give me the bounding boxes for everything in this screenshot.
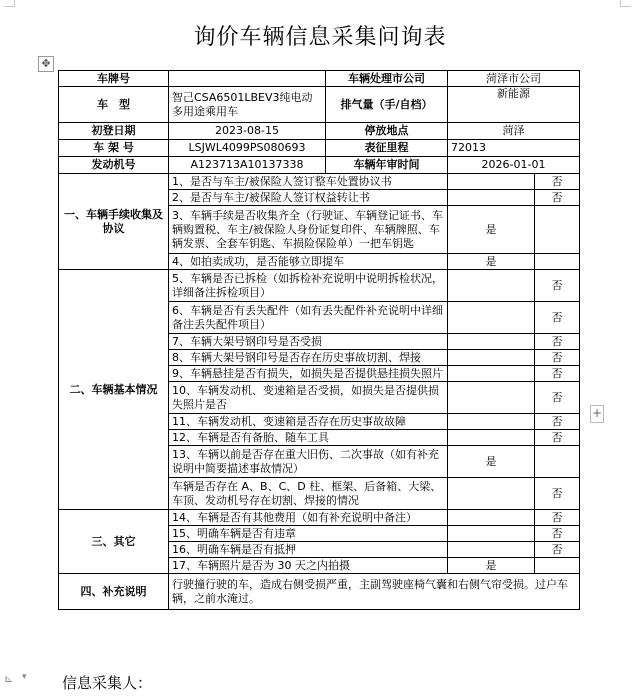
question-text: 10、车辆发动机、变速箱是否受损，如损失是否提供损失照片是否 bbox=[169, 382, 448, 414]
first-registration-value[interactable]: 2023-08-15 bbox=[169, 123, 326, 140]
table-row bbox=[59, 510, 580, 526]
collector-label: 信息采集人： bbox=[62, 674, 153, 692]
plate-value[interactable] bbox=[169, 71, 326, 87]
answer-yes[interactable]: 是 bbox=[448, 446, 535, 478]
question-text: 8、车辆大架号钢印号是否存在历史事故切割、焊接 bbox=[169, 350, 448, 366]
document-top-edge bbox=[0, 0, 640, 8]
question-text: 16、明确车辆是否有抵押 bbox=[169, 542, 448, 558]
answer-yes[interactable] bbox=[448, 270, 535, 302]
model-label: 车 型 bbox=[59, 87, 169, 123]
answer-yes[interactable] bbox=[448, 526, 535, 542]
mileage-value[interactable]: 72013 bbox=[448, 140, 580, 157]
table-row bbox=[59, 157, 580, 174]
section-basic-label: 二、车辆基本情况 bbox=[59, 270, 169, 510]
table-row bbox=[59, 87, 580, 123]
displacement-label: 排气量（手/自档） bbox=[326, 87, 448, 123]
table-row bbox=[59, 140, 580, 157]
parking-location-label: 停放地点 bbox=[326, 123, 448, 140]
inspection-date-value[interactable]: 2026-01-01 bbox=[448, 157, 580, 174]
question-text: 14、车辆是否有其他费用（如有补充说明中备注） bbox=[169, 510, 448, 526]
question-text: 9、车辆悬挂是否有损失，如损失是否提供悬挂损失照片 bbox=[169, 366, 448, 382]
answer-no[interactable]: 否 bbox=[535, 190, 580, 206]
answer-no[interactable]: 否 bbox=[535, 542, 580, 558]
displacement-value[interactable]: 新能源 bbox=[448, 87, 580, 123]
answer-yes[interactable]: 是 bbox=[448, 558, 535, 574]
answer-yes[interactable] bbox=[448, 366, 535, 382]
question-text: 5、车辆是否已拆检（如拆检补充说明中说明拆检状况，详细备注拆检项目） bbox=[169, 270, 448, 302]
answer-no[interactable] bbox=[535, 206, 580, 254]
question-text: 4、如拍卖成功，是否能够立即提车 bbox=[169, 254, 448, 270]
disposal-company-value[interactable]: 菏泽市公司 bbox=[448, 71, 580, 87]
answer-yes[interactable] bbox=[448, 350, 535, 366]
answer-yes[interactable] bbox=[448, 542, 535, 558]
question-text: 车辆是否存在 A、B、C、D 柱、框架、后备箱、大梁、车顶、发动机号存在切割、焊接的情况 bbox=[169, 478, 448, 510]
first-registration-label: 初登日期 bbox=[59, 123, 169, 140]
question-text: 6、车辆是否有丢失配件（如有丢失配件补充说明中详细备注丢失配件项目） bbox=[169, 302, 448, 334]
crop-mark bbox=[620, 0, 631, 7]
corner-marker-icon: ⊾ bbox=[4, 672, 14, 685]
question-text: 13、车辆以前是否存在重大旧伤、二次事故（如有补充说明中简要描述事故情况） bbox=[169, 446, 448, 478]
crop-mark bbox=[4, 0, 15, 7]
answer-no[interactable]: 否 bbox=[535, 414, 580, 430]
answer-yes[interactable] bbox=[448, 190, 535, 206]
question-text: 1、是否与车主/被保险人签订整车处置协议书 bbox=[169, 174, 448, 190]
answer-no[interactable]: 否 bbox=[535, 526, 580, 542]
answer-yes[interactable] bbox=[448, 478, 535, 510]
table-row bbox=[59, 270, 580, 302]
answer-yes[interactable] bbox=[448, 430, 535, 446]
answer-no[interactable]: 否 bbox=[535, 478, 580, 510]
question-text: 11、车辆发动机、变速箱是否存在历史事故故障 bbox=[169, 414, 448, 430]
table-row bbox=[59, 174, 580, 190]
section-other-label: 三、其它 bbox=[59, 510, 169, 574]
model-value[interactable]: 智己CSA6501LBEV3纯电动多用途乘用车 bbox=[169, 87, 326, 123]
chevron-down-icon[interactable]: ▾ bbox=[22, 672, 27, 682]
answer-no[interactable]: 否 bbox=[535, 382, 580, 414]
answer-no[interactable]: 否 bbox=[535, 366, 580, 382]
section-supplement-label: 四、补充说明 bbox=[59, 574, 169, 610]
answer-no[interactable]: 否 bbox=[535, 350, 580, 366]
engine-number-value[interactable]: A123713A10137338 bbox=[169, 157, 326, 174]
frame-number-label: 车 架 号 bbox=[59, 140, 169, 157]
question-text: 3、车辆手续是否收集齐全（行驶证、车辆登记证书、车辆购置税、车主/被保险人身份证复印件、车辆牌照、车辆发票、全套车钥匙、车损险保险单）一把车钥匙 bbox=[169, 206, 448, 254]
answer-no[interactable]: 否 bbox=[535, 174, 580, 190]
table-row bbox=[59, 574, 580, 610]
answer-yes[interactable] bbox=[448, 334, 535, 350]
table-row bbox=[59, 71, 580, 87]
answer-yes[interactable]: 是 bbox=[448, 254, 535, 270]
table-move-handle-icon[interactable]: ✥ bbox=[38, 56, 54, 72]
answer-no[interactable] bbox=[535, 254, 580, 270]
section-procedure-label: 一、车辆手续收集及协议 bbox=[59, 174, 169, 270]
answer-no[interactable]: 否 bbox=[535, 510, 580, 526]
answer-no[interactable]: 否 bbox=[535, 302, 580, 334]
question-text: 17、车辆照片是否为 30 天之内拍摄 bbox=[169, 558, 448, 574]
plate-label: 车牌号 bbox=[59, 71, 169, 87]
parking-location-value[interactable]: 菏泽 bbox=[448, 123, 580, 140]
question-text: 12、车辆是否有备胎、随车工具 bbox=[169, 430, 448, 446]
answer-yes[interactable] bbox=[448, 302, 535, 334]
answer-yes[interactable] bbox=[448, 174, 535, 190]
inquiry-form-table bbox=[58, 70, 580, 610]
answer-no[interactable]: 否 bbox=[535, 270, 580, 302]
table-row bbox=[59, 123, 580, 140]
answer-yes[interactable] bbox=[448, 510, 535, 526]
question-text: 7、车辆大架号钢印号是否受损 bbox=[169, 334, 448, 350]
answer-no[interactable]: 否 bbox=[535, 334, 580, 350]
disposal-company-label: 车辆处理市公司 bbox=[326, 71, 448, 87]
question-text: 2、是否与车主/被保险人签订权益转让书 bbox=[169, 190, 448, 206]
supplement-text[interactable]: 行驶撞行驶的车，造成右侧受损严重，主副驾驶座椅气囊和右侧气帘受损。过户车辆，之前水淹过。 bbox=[169, 574, 580, 610]
question-text: 15、明确车辆是否有违章 bbox=[169, 526, 448, 542]
inspection-date-label: 车辆年审时间 bbox=[326, 157, 448, 174]
answer-no[interactable] bbox=[535, 446, 580, 478]
page-title: 询价车辆信息采集问询表 bbox=[193, 25, 447, 50]
answer-no[interactable]: 否 bbox=[535, 430, 580, 446]
answer-yes[interactable]: 是 bbox=[448, 206, 535, 254]
answer-yes[interactable] bbox=[448, 414, 535, 430]
mileage-label: 表征里程 bbox=[326, 140, 448, 157]
answer-no[interactable] bbox=[535, 558, 580, 574]
answer-yes[interactable] bbox=[448, 382, 535, 414]
engine-number-label: 发动机号 bbox=[59, 157, 169, 174]
frame-number-value[interactable]: LSJWL4099PS080693 bbox=[169, 140, 326, 157]
add-column-icon[interactable]: + bbox=[590, 405, 604, 423]
